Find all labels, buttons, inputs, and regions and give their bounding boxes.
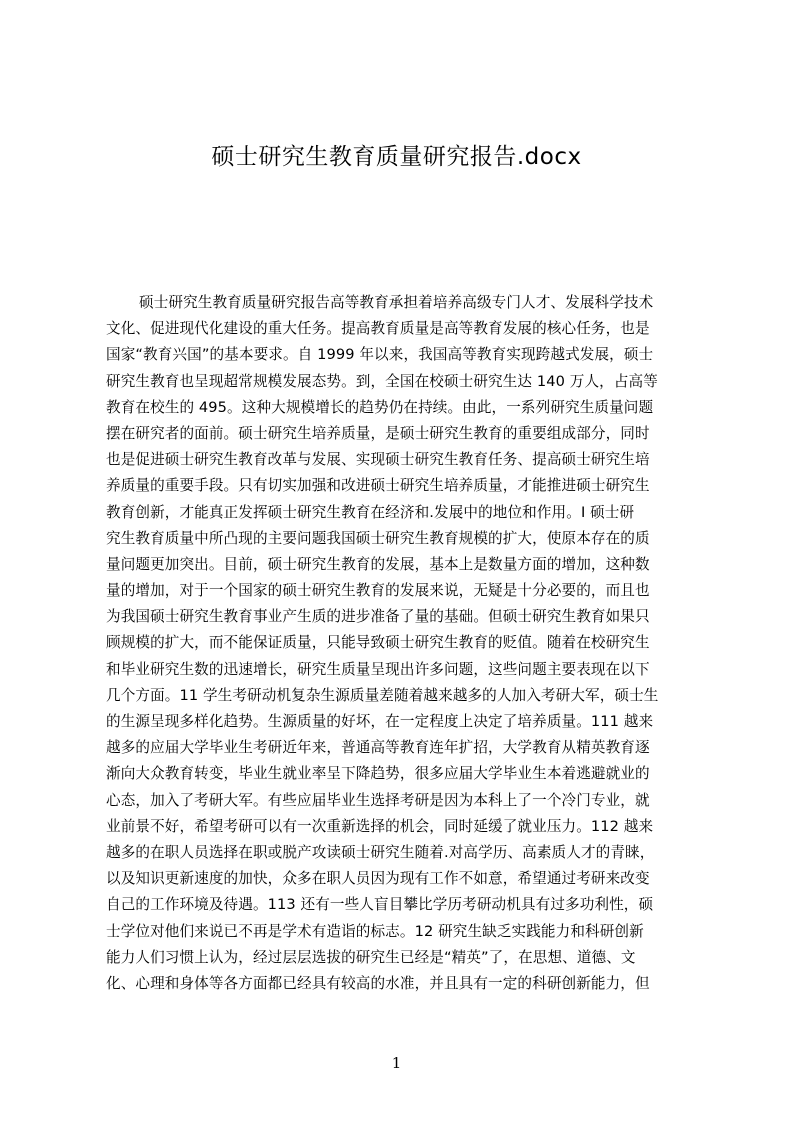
- body-line: 越多的应届大学毕业生考研近年来，普通高等教育连年扩招，大学教育从精英教育逐: [106, 739, 650, 757]
- body-line: 以及知识更新速度的加快，众多在职人员因为现有工作不如意，希望通过考研来改变: [106, 870, 650, 888]
- body-line: 能力人们习惯上认为，经过层层选拔的研究生已经是“精英”了，在思想、道德、文: [106, 948, 636, 966]
- body-line: 自己的工作环境及待遇。113 还有一些人盲目攀比学历考研动机具有过多功利性，硕: [106, 896, 654, 914]
- body-line: 士学位对他们来说已不再是学术有造诣的标志。12 研究生缺乏实践能力和科研创新: [106, 922, 644, 940]
- body-line: 心态，加入了考研大军。有些应届毕业生选择考研是因为本科上了一个冷门专业，就: [106, 791, 650, 809]
- body-line: 量的增加，对于一个国家的硕士研究生教育的发展来说，无疑是十分必要的，而且也: [106, 582, 650, 600]
- body-line: 究生教育质量中所凸现的主要问题我国硕士研究生教育规模的扩大，使原本存在的质: [106, 529, 650, 547]
- body-line: 养质量的重要手段。只有切实加强和改进硕士研究生培养质量，才能推进硕士研究生: [106, 477, 650, 495]
- body-line: 量问题更加突出。目前，硕士研究生教育的发展，基本上是数量方面的增加，这种数: [106, 555, 650, 573]
- body-line: 和毕业研究生数的迅速增长，研究生质量呈现出许多问题，这些问题主要表现在以下: [106, 660, 650, 678]
- body-line: 教育在校生的 495。这种大规模增长的趋势仍在持续。由此，一系列研究生质量问题: [106, 398, 654, 416]
- body-line: 的生源呈现多样化趋势。生源质量的好坏，在一定程度上决定了培养质量。111 越来: [106, 713, 654, 730]
- body-line: 教育创新，才能真正发挥硕士研究生教育在经济和.发展中的地位和作用。I 硕士研: [106, 503, 635, 521]
- body-line: 几个方面。11 学生考研动机复杂生源质量差随着越来越多的人加入考研大军，硕士生: [106, 686, 659, 704]
- body-line: 研究生教育也呈现超常规模发展态势。到，全国在校硕士研究生达 140 万人，占高等: [106, 372, 658, 390]
- body-line: 化、心理和身体等各方面都已经具有较高的水准，并且具有一定的科研创新能力，但: [106, 974, 650, 992]
- body-line: 也是促进硕士研究生教育改革与发展、实现硕士研究生教育任务、提高硕士研究生培: [106, 451, 650, 469]
- body-line: 渐向大众教育转变，毕业生就业率呈下降趋势，很多应届大学毕业生本着逃避就业的: [106, 765, 650, 783]
- body-line: 国家“教育兴国”的基本要求。自 1999 年以来，我国高等教育实现跨越式发展，硕士: [106, 346, 654, 364]
- document-body: [106, 290, 698, 997]
- body-line: 文化、促进现代化建设的重大任务。提高教育质量是高等教育发展的核心任务，也是: [106, 320, 650, 338]
- page-number: 1: [391, 1054, 402, 1072]
- body-line: 硕士研究生教育质量研究报告高等教育承担着培养高级专门人才、发展科学技术: [139, 294, 654, 311]
- body-line: 顾规模的扩大，而不能保证质量，只能导致硕士研究生教育的贬值。随着在校研究生: [106, 634, 650, 652]
- document-title: 硕士研究生教育质量研究报告.docx: [211, 144, 582, 170]
- body-line: 摆在研究者的面前。硕士研究生培养质量，是硕士研究生教育的重要组成部分，同时: [106, 424, 650, 442]
- body-line: 业前景不好，希望考研可以有一次重新选择的机会，同时延缓了就业压力。112 越来: [106, 817, 654, 835]
- body-line: 越多的在职人员选择在职或脱产攻读硕士研究生随着.对高学历、高素质人才的青睐，: [106, 843, 655, 861]
- body-line: 为我国硕士研究生教育事业产生质的进步准备了量的基础。但硕士研究生教育如果只: [106, 608, 650, 626]
